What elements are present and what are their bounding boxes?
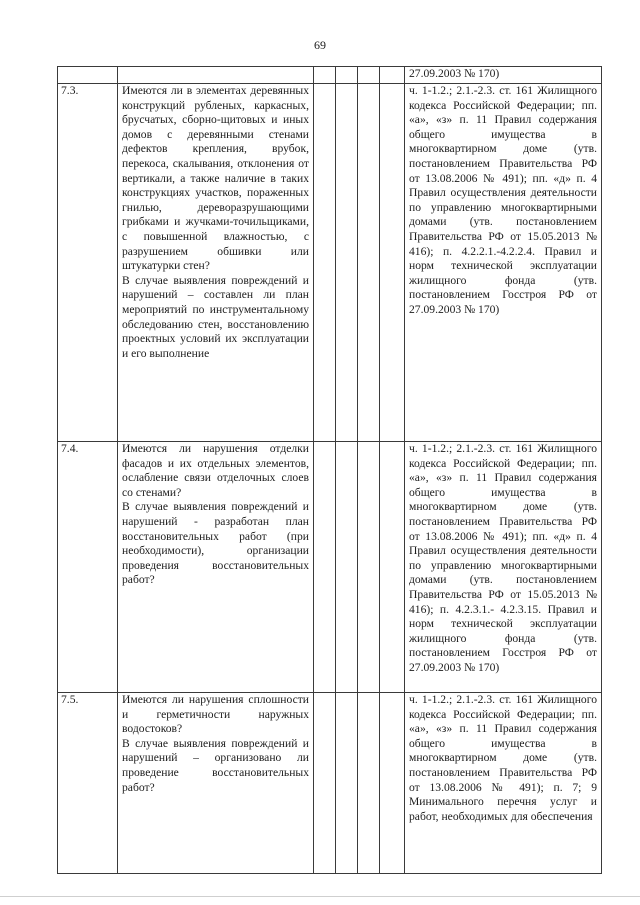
number-cell	[58, 67, 118, 84]
legal-basis-cell: ч. 1-1.2.; 2.1.-2.3. ст. 161 Жилищного кодекса Российской Федерации; пп. «а», «з» п. 11 Правил содержания общего имущества в многоквартирном доме (утв. постановлением Правительства РФ от 13.08.2006 № 491); пп. «д» п. 4 Правил осуществления деятельности по управлению многоквартирными домами (утв. постановлением Правительства РФ от 15.05.2013 № 416); п. 4.2.3.1.- 4.2.3.15. Правил и норм технической эксплуатации жилищного фонда (утв. постановлением Госстроя РФ от 27.09.2003 № 170)	[405, 442, 602, 693]
scan-edge-divider	[0, 896, 640, 897]
note-cell	[380, 84, 405, 442]
table-row	[58, 442, 602, 693]
note-cell	[380, 442, 405, 693]
question-cell	[118, 67, 314, 84]
number-cell: 7.3.	[58, 84, 118, 442]
table-row	[58, 67, 602, 84]
answer-yes-cell	[314, 67, 336, 84]
answer-na-cell	[358, 84, 380, 442]
answer-no-cell	[336, 84, 358, 442]
legal-basis-cell: ч. 1-1.2.; 2.1.-2.3. ст. 161 Жилищного кодекса Российской Федерации; пп. «а», «з» п. 11 Правил содержания общего имущества в многоквартирном доме (утв. постановлением Правительства РФ от 13.08.2006 № 491); пп. «д» п. 4 Правил осуществления деятельности по управлению многоквартирными домами (утв. постановлением Правительства РФ от 15.05.2013 № 416); п. 4.2.2.1.-4.2.2.4. Правил и норм технической эксплуатации жилищного фонда (утв. постановлением Госстроя РФ от 27.09.2003 № 170)	[405, 84, 602, 442]
checklist-table	[57, 66, 602, 874]
answer-na-cell	[358, 67, 380, 84]
number-cell: 7.5.	[58, 693, 118, 874]
legal-basis-cell: 27.09.2003 № 170)	[405, 67, 602, 84]
answer-na-cell	[358, 442, 380, 693]
table-row	[58, 693, 602, 874]
note-cell	[380, 67, 405, 84]
answer-yes-cell	[314, 442, 336, 693]
answer-no-cell	[336, 67, 358, 84]
answer-yes-cell	[314, 84, 336, 442]
question-cell: Имеются ли нарушения отделки фасадов и их отдельных элементов, ослабление связи отделочных слоев со стенами? В случае выявления повреждений и нарушений - разработан план восстановительных работ (при необходимости), организации проведения восстановительных работ?	[118, 442, 314, 693]
answer-yes-cell	[314, 693, 336, 874]
answer-no-cell	[336, 442, 358, 693]
question-cell: Имеются ли нарушения сплошности и герметичности наружных водостоков? В случае выявления повреждений и нарушений – организовано ли проведение восстановительных работ?	[118, 693, 314, 874]
legal-basis-cell: ч. 1-1.2.; 2.1.-2.3. ст. 161 Жилищного кодекса Российской Федерации; пп. «а», «з» п. 11 Правил содержания общего имущества в многоквартирном доме (утв. постановлением Правительства РФ от 13.08.2006 № 491); п. 7; 9 Минимального перечня услуг и работ, необходимых для обеспечения	[405, 693, 602, 874]
number-cell: 7.4.	[58, 442, 118, 693]
note-cell	[380, 693, 405, 874]
answer-na-cell	[358, 693, 380, 874]
answer-no-cell	[336, 693, 358, 874]
question-cell: Имеются ли в элементах деревянных конструкций рубленых, каркасных, брусчатых, сборно-щитовых и иных домов с деревянными стенами дефектов крепления, врубок, перекоса, скалывания, отклонения от вертикали, а также наличие в таких конструкциях участков, пораженных гнилью, дереворазрушающими грибками и жучками-точильщиками, с повышенной влажностью, с разрушением обшивки или штукатурки стен? В случае выявления повреждений и нарушений – составлен ли план мероприятий по инструментальному обследованию стен, восстановлению проектных условий их эксплуатации и его выполнение	[118, 84, 314, 442]
page-number: 69	[314, 38, 326, 52]
table-row	[58, 84, 602, 442]
